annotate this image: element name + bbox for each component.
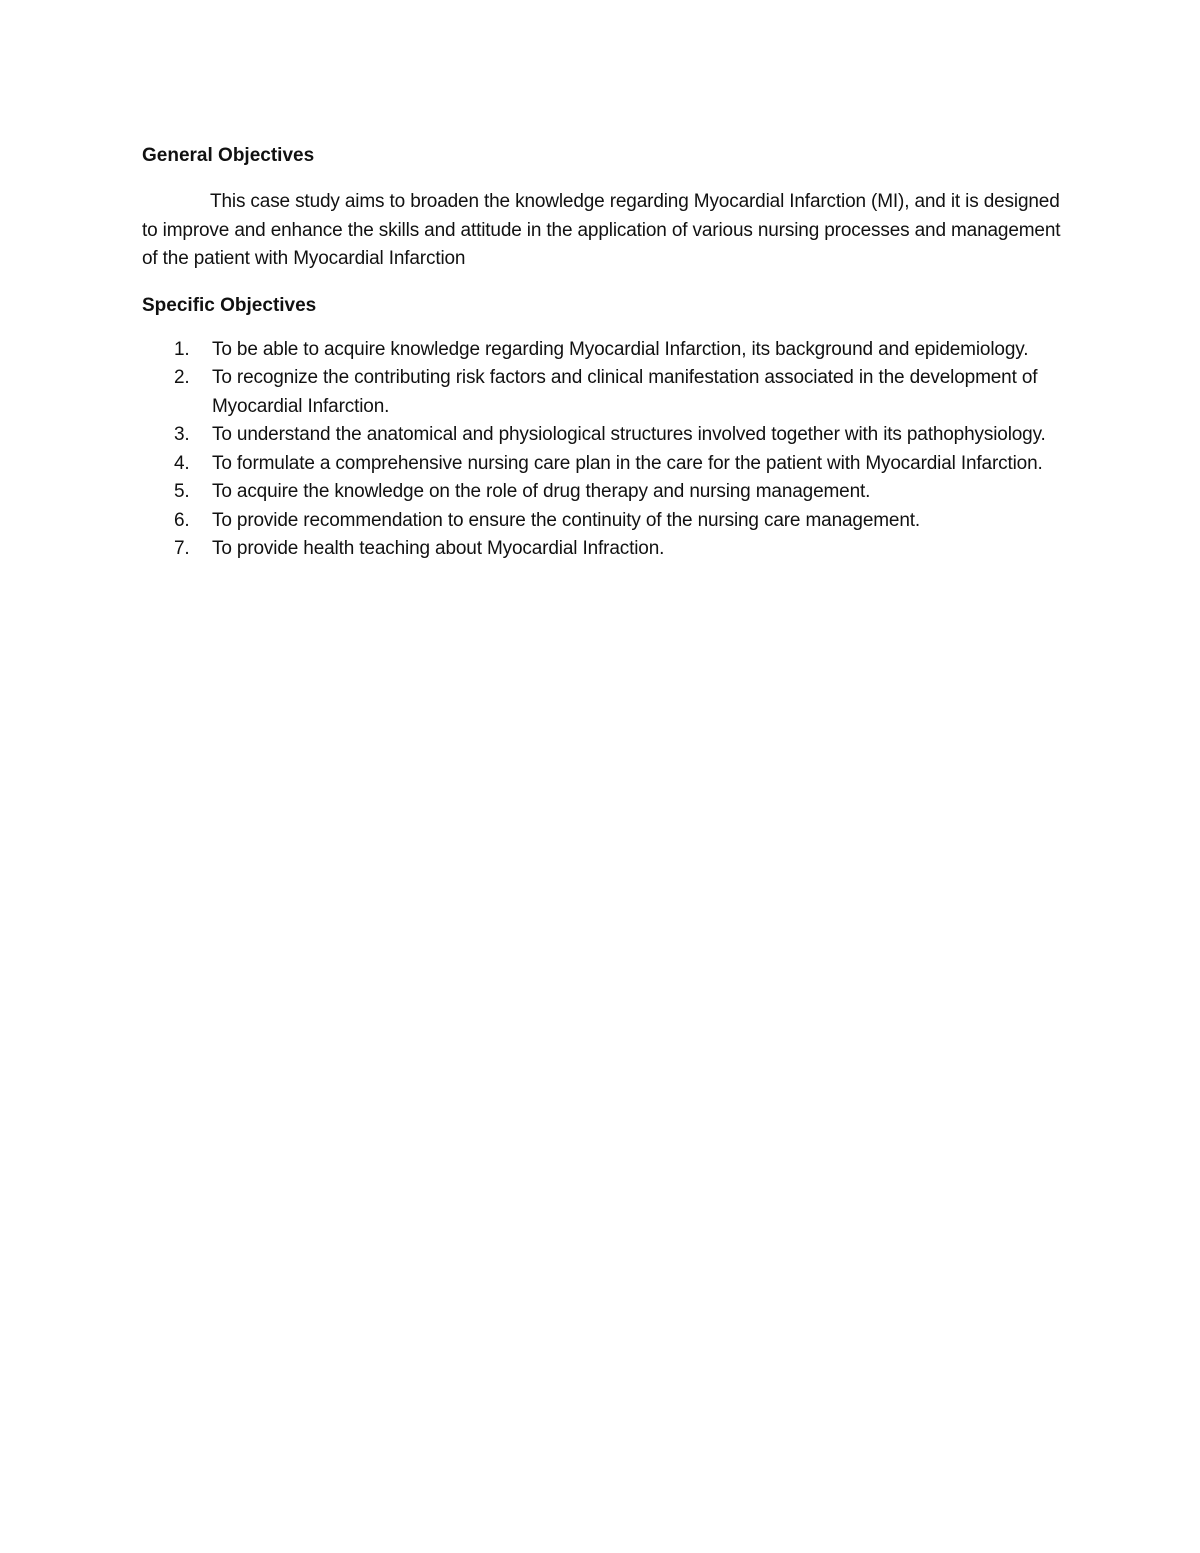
list-item [142,478,1062,507]
list-item-number: 1. [174,338,190,360]
general-objectives-paragraph: This case study aims to broaden the knowledge regarding Myocardial Infarction (MI), and it is designed to improve and enhance the skills and attitude in the application of various nursing processes and management of the patient with Myocardial Infarction [142,191,1061,269]
general-objectives-heading: General Objectives [142,145,315,166]
list-item-text: To understand the anatomical and physiological structures involved together with its pathophysiology. [212,424,1046,445]
list-item-number: 7. [174,538,190,559]
list-item [142,364,1062,421]
specific-objectives-heading: Specific Objectives [142,294,317,316]
list-item-number: 4. [174,452,190,474]
list-item [142,421,1062,450]
list-item [142,535,1062,564]
specific-objectives-list [142,336,1062,564]
list-item-number: 5. [174,481,190,502]
list-item-number: 6. [174,509,190,531]
list-item-text: To recognize the contributing risk factors and clinical manifestation associated in the development of Myocardial Infarction. [212,367,1038,417]
list-item-text: To be able to acquire knowledge regarding Myocardial Infarction, its background and epidemiology. [212,338,1029,360]
list-item-text: To provide recommendation to ensure the continuity of the nursing care management. [212,509,921,531]
list-item-text: To acquire the knowledge on the role of drug therapy and nursing management. [212,481,871,502]
list-item [142,336,1062,365]
list-item-text: To provide health teaching about Myocardial Infraction. [212,538,665,559]
list-item [142,450,1062,479]
list-item-text: To formulate a comprehensive nursing care plan in the care for the patient with Myocardial Infarction. [212,452,1043,474]
list-item [142,507,1062,536]
page-content [142,142,1062,564]
list-item-number: 2. [174,367,190,388]
list-item-number: 3. [174,424,190,445]
